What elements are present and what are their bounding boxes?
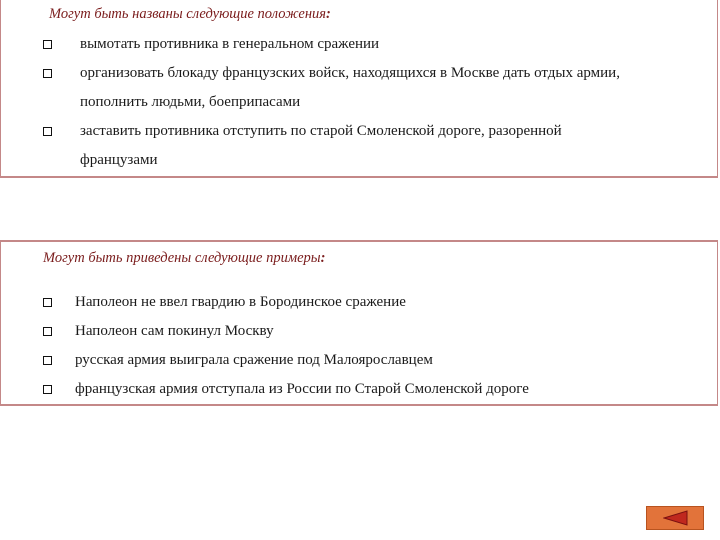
positions-heading xyxy=(49,6,331,23)
checkbox-bullet-icon xyxy=(43,69,52,78)
position-item-2-line-1: организовать блокаду французских войск, находящихся в Москве дать отдых армии, xyxy=(80,65,620,81)
checkbox-bullet-icon xyxy=(43,298,52,307)
checkbox-bullet-icon xyxy=(43,40,52,49)
position-item-1: вымотать противника в генеральном сражении xyxy=(80,36,380,52)
checkbox-bullet-icon xyxy=(43,385,52,394)
triangle-left-icon xyxy=(663,510,689,526)
positions-heading-colon: : xyxy=(326,6,331,22)
checkbox-bullet-icon xyxy=(43,327,52,336)
positions-panel xyxy=(0,0,718,178)
position-item-3-line-1: заставить противника отступить по старой Смоленской дороге, разоренной xyxy=(80,123,562,139)
checkbox-bullet-icon xyxy=(43,356,52,365)
example-item-2: Наполеон сам покинул Москву xyxy=(75,323,274,339)
positions-heading-text: Могут быть названы следующие положения xyxy=(49,6,327,22)
examples-heading xyxy=(43,250,325,267)
examples-panel xyxy=(0,240,718,406)
examples-heading-text: Могут быть приведены следующие примеры xyxy=(43,250,321,266)
back-button[interactable] xyxy=(646,506,704,530)
checkbox-bullet-icon xyxy=(43,127,52,136)
example-item-3: русская армия выиграла сражение под Малоярославцем xyxy=(75,352,433,368)
example-item-1: Наполеон не ввел гвардию в Бородинское сражение xyxy=(75,294,406,310)
examples-heading-colon: : xyxy=(320,250,326,266)
position-item-3-line-2: французами xyxy=(80,152,158,168)
example-item-4: французская армия отступала из России по Старой Смоленской дороге xyxy=(75,381,529,397)
position-item-2-line-2: пополнить людьми, боеприпасами xyxy=(80,94,301,110)
